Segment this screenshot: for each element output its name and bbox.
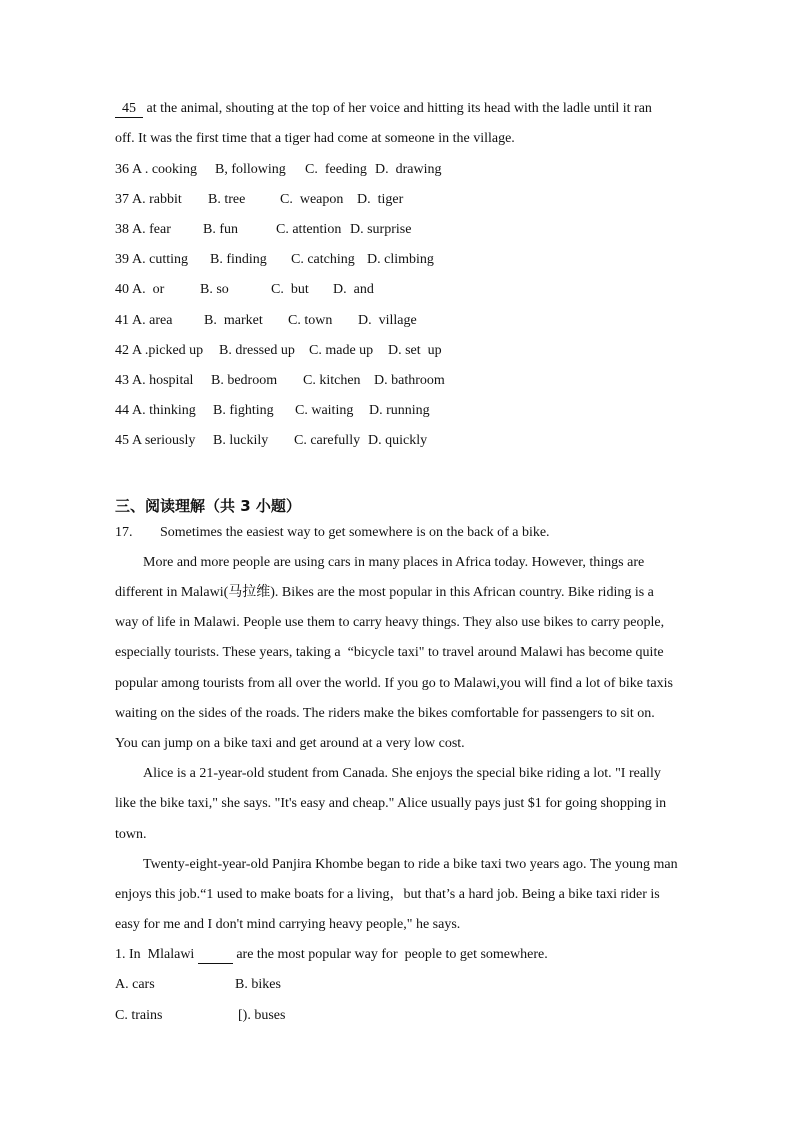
cloze-line-1: 45 at the animal, shouting at the top of her voice and hitting its head with the ladle until it ran xyxy=(115,100,652,118)
paragraph-line: Alice is a 21-year-old student from Canada. She enjoys the special bike riding a lot. "I really xyxy=(143,766,661,781)
paragraph-line: popular among tourists from all over the world. If you go to Malawi,you will find a lot of bike taxis xyxy=(115,676,673,691)
paragraph-line: town. xyxy=(115,827,147,842)
option-c: C. trains xyxy=(115,1008,163,1023)
question-stem: 1. In Mlalawi are the most popular way for people to get somewhere. xyxy=(115,947,548,962)
passage-number: 17. xyxy=(115,525,133,540)
paragraph-line: Twenty-eight-year-old Panjira Khombe began to ride a bike taxi two years ago. The young man xyxy=(143,857,678,872)
answer-blank xyxy=(198,947,233,964)
cloze-line-2: off. It was the first time that a tiger had come at someone in the village. xyxy=(115,131,515,146)
paragraph-line: More and more people are using cars in many places in Africa today. However, things are xyxy=(143,555,645,570)
option-b: B. bikes xyxy=(235,977,281,992)
option-d: [). buses xyxy=(238,1008,286,1023)
answer-blank-45: 45 xyxy=(115,101,143,118)
paragraph-line: way of life in Malawi. People use them to carry heavy things. They also use bikes to carry people, xyxy=(115,615,665,630)
section-heading: 三、阅读理解（共 3 小题） xyxy=(115,497,301,515)
document-page: 45 at the animal, shouting at the top of her voice and hitting its head with the ladle until it ran off. It was the first time that a tiger had come at someone in the village. 36 A . cooking B, following C. feeding D. drawing 37 A. rabbit B. tree C. weapon D. tiger 38 A. fear B. fun C. attention D. surprise 39 A. cutting B. finding C. catching D. climbing 40 A. or B. so C. but D. and 41 A. area B. market C. town D. village 42 A .picked up B. dressed up C. made up D. set up 43 A. hospital B. bedroom C. kitchen D. bathroom 44 A. thinking B. fighting C. waiting D. running 45 A seriously B. luckily C. carefully D. quickly 三、阅读理解（共 3 小题） 17. Sometimes the easiest way to get somewhere is on the back of a bike. More and more people are using cars in many places in Africa today. However, things are different in Malawi(马拉维). Bikes are the most popular in this African country. Bike riding is a way of life in Malawi. People use them to carry heavy things. They also use bikes to carry people, especially tourists. These years, taking a “bicycle taxi" to travel around Malawi has become quite popular among tourists from all over the world. If you go to Malawi,you will find a lot of bike taxis waiting on the sides of the roads. The riders make the bikes comfortable for passengers to sit on. You can jump on a bike taxi and get around at a very low cost. Alice is a 21-year-old student from Canada. She enjoys the special bike riding a lot. "I really like the bike taxi," she says. "It's easy and cheap." Alice usually pays just $1 for going shopping in town. Twenty-eight-year-old Panjira Khombe began to ride a bike taxi two years ago. The young man enjoys this job.“1 used to make boats for a living，but that’s a hard job. Being a bike taxi rider is easy for me and I don't mind carrying heavy people," he says. 1. In Mlalawi are the most popular way for people to get somewhere. A. cars B. bikes C. trains [). buses xyxy=(115,101,678,1023)
paragraph-line: easy for me and I don't mind carrying heavy people," he says. xyxy=(115,917,461,932)
passage-intro: Sometimes the easiest way to get somewhere is on the back of a bike. xyxy=(160,525,550,540)
option-a: A. cars xyxy=(115,977,155,992)
paragraph-line: like the bike taxi," she says. "It's easy and cheap." Alice usually pays just $1 for going shopping in xyxy=(115,796,667,811)
paragraph-line: different in Malawi(马拉维). Bikes are the most popular in this African country. Bike riding is a xyxy=(115,585,654,600)
paragraph-line: enjoys this job.“1 used to make boats for a living，but that’s a hard job. Being a bike taxi rider is xyxy=(115,887,660,902)
paragraph-line: You can jump on a bike taxi and get around at a very low cost. xyxy=(115,736,465,751)
paragraph-line: waiting on the sides of the roads. The riders make the bikes comfortable for passengers to sit on. xyxy=(115,706,655,721)
paragraph-line: especially tourists. These years, taking a “bicycle taxi" to travel around Malawi has become quite xyxy=(115,645,664,660)
